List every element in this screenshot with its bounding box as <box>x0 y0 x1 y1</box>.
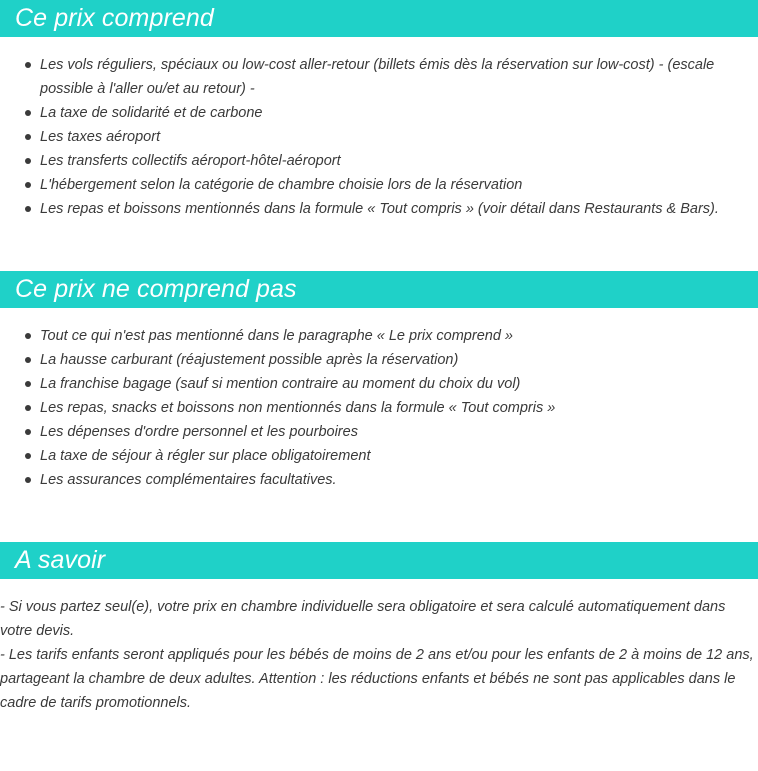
bullet-icon <box>25 477 31 483</box>
list-item: La franchise bagage (sauf si mention contraire au moment du choix du vol) <box>0 372 758 396</box>
info-paragraph: - Si vous partez seul(e), votre prix en chambre individuelle sera obligatoire et sera calculé automatiquement dans votre devis. <box>0 599 726 639</box>
bullet-icon <box>25 110 31 116</box>
includes-list <box>0 53 758 221</box>
bullet-icon <box>25 182 31 188</box>
list-item: Les transferts collectifs aéroport-hôtel-aéroport <box>0 149 758 173</box>
list-item: Les assurances complémentaires facultatives. <box>0 468 758 492</box>
list-item: Tout ce qui n'est pas mentionné dans le paragraphe « Le prix comprend » <box>0 324 758 348</box>
bullet-icon <box>25 429 31 435</box>
section-title-info-text: A savoir <box>15 546 106 574</box>
list-item: Les vols réguliers, spéciaux ou low-cost aller-retour (billets émis dès la réservation sur low-cost) - (escale possible à l'aller ou/et au retour) - <box>0 53 758 101</box>
list-item: La taxe de séjour à régler sur place obligatoirement <box>0 444 758 468</box>
list-item: L'hébergement selon la catégorie de chambre choisie lors de la réservation <box>0 173 758 197</box>
excludes-list <box>0 324 758 492</box>
section-title-excludes-text: Ce prix ne comprend pas <box>15 275 297 303</box>
bullet-icon <box>25 381 31 387</box>
bullet-icon <box>25 206 31 212</box>
list-item: Les repas, snacks et boissons non mentionnés dans la formule « Tout compris » <box>0 396 758 420</box>
bullet-icon <box>25 453 31 459</box>
section-title-info <box>0 542 758 579</box>
section-title-excludes <box>0 271 758 308</box>
bullet-icon <box>25 134 31 140</box>
list-item: Les repas et boissons mentionnés dans la formule « Tout compris » (voir détail dans Restaurants & Bars). <box>0 197 758 221</box>
info-paragraphs <box>0 595 756 715</box>
section-title-includes <box>0 0 758 37</box>
section-title-includes-text: Ce prix comprend <box>15 4 214 32</box>
bullet-icon <box>25 357 31 363</box>
bullet-icon <box>25 62 31 68</box>
list-item: La hausse carburant (réajustement possible après la réservation) <box>0 348 758 372</box>
bullet-icon <box>25 158 31 164</box>
list-item: La taxe de solidarité et de carbone <box>0 101 758 125</box>
bullet-icon <box>25 405 31 411</box>
bullet-icon <box>25 333 31 339</box>
list-item: Les taxes aéroport <box>0 125 758 149</box>
info-paragraph: - Les tarifs enfants seront appliqués pour les bébés de moins de 2 ans et/ou pour les enfants de 2 à moins de 12 ans, partageant la chambre de deux adultes. Attention : les réductions enfants et bébés ne sont pas applicables dans le cadre de tarifs promotionnels. <box>0 647 754 711</box>
list-item: Les dépenses d'ordre personnel et les pourboires <box>0 420 758 444</box>
